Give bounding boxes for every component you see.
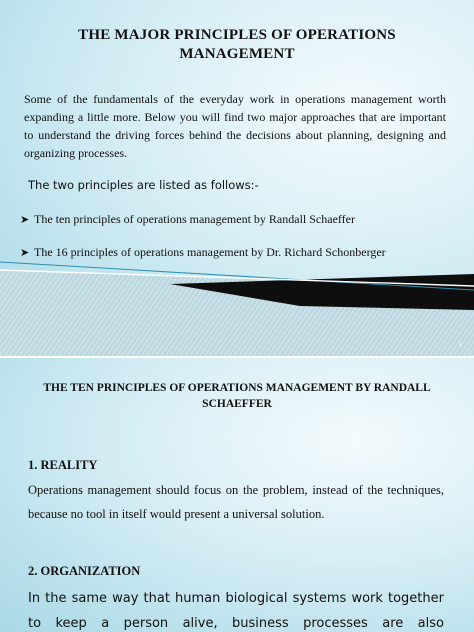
arrow-bullet-icon: ➤ [20,213,30,226]
slide-title: THE TEN PRINCIPLES OF OPERATIONS MANAGEMENT BY RANDALL SCHAEFFER [43,382,431,410]
section-paragraph: In the same way that human biological systems work together to keep a person alive, business processes are also [28,591,444,631]
page-number: 1 [458,342,462,348]
bullet-text: The 16 principles of operations management by Dr. Richard Schonberger [34,245,386,259]
bullet-text: The ten principles of operations management by Randall Schaeffer [34,212,355,226]
lead-line: The two principles are listed as follows:- [28,178,259,192]
bullet-item [20,211,460,228]
section-heading: 1. REALITY [28,458,98,472]
arrow-bullet-icon: ➤ [20,246,30,259]
slide-decoration [0,250,474,356]
section-paragraph: Operations management should focus on the problem, instead of the techniques, because no tool in itself would present a universal solution. [28,483,444,521]
intro-paragraph: Some of the fundamentals of the everyday work in operations management worth expanding a little more. Below you will find two major approaches that are important to understand the driving forces behind the decisions about planning, designing and organizing processes. [24,92,446,160]
slide-title: THE MAJOR PRINCIPLES OF OPERATIONS MANAGEMENT [78,27,396,62]
section-heading: 2. ORGANIZATION [28,564,141,578]
slide-2 [0,358,474,632]
